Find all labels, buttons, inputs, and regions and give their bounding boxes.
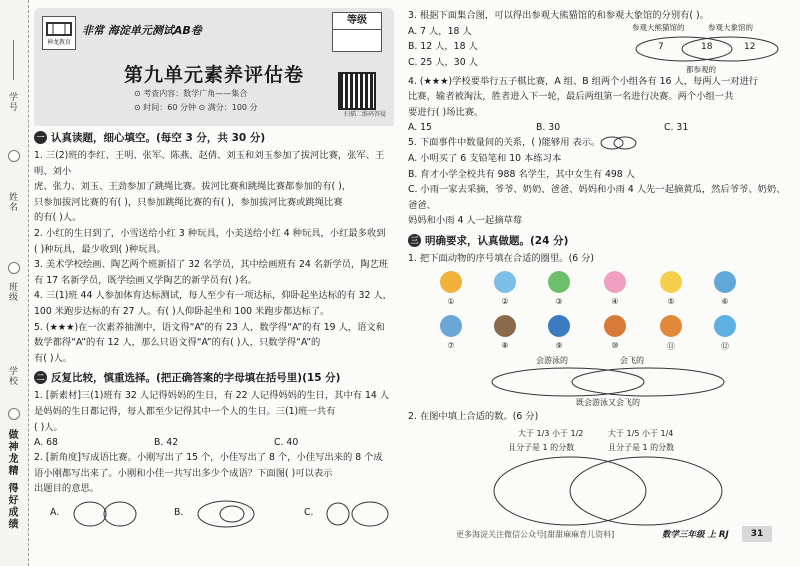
venn-option-b — [190, 499, 270, 529]
question-line: 4. (★★★)学校要举行五子棋比赛，A 组、B 组两个小组各有 16 人，每两人一对进行 — [408, 75, 759, 87]
question-line: 1. [新素材]三(1)班有 32 人记得妈妈的生日，有 22 人记得妈妈的生日，其中有 14 人 — [34, 390, 390, 402]
bird-icon — [660, 315, 682, 337]
option-a[interactable]: A. 15 — [408, 122, 432, 134]
q5-venn-icon — [598, 136, 640, 150]
binding-hole — [8, 408, 20, 420]
question-line: 2. 小红的生日到了，小雪送给小红 3 种玩具，小美送给小红 4 种玩具，小红最多收到 — [34, 227, 386, 239]
question-line: 有 17 名新学员，既学绘画又学陶艺的新学员有( )名。 — [34, 274, 258, 286]
margin-motto: 做神龙精 得好成绩 — [6, 428, 17, 530]
class-label: 班级 — [7, 282, 17, 302]
question-line: 5. 下面事件中数量间的关系，( )能够用 表示。 — [408, 137, 601, 149]
left-column — [34, 8, 394, 531]
school-label: 学校 — [7, 366, 17, 386]
section-title: 反复比较，慎重选择。(把正确答案的字母填在括号里)(15 分) — [51, 372, 341, 385]
question-line: 出题目的意思。 — [34, 483, 100, 495]
swallow-icon — [548, 315, 570, 337]
question-line: 只参加拔河比赛的有( )，只参加跳绳比赛的有( )，参加拔河比赛或跳绳比赛 — [34, 196, 343, 208]
venn1-block — [408, 355, 792, 409]
logo-text: 神龙教育 — [46, 39, 71, 46]
student-id-label: 学号 — [7, 92, 17, 112]
fish-icon — [714, 271, 736, 293]
option-c[interactable]: C. 31 — [664, 122, 689, 134]
section-title: 明确要求，认真做题。(24 分) — [425, 234, 569, 247]
option-b[interactable]: B. 30 — [536, 122, 561, 134]
duck-icon — [660, 271, 682, 293]
publisher-logo — [42, 16, 76, 50]
venn-options — [34, 497, 394, 531]
animal-num: ⑫ — [721, 341, 729, 351]
section-heading — [408, 233, 792, 248]
exam-header — [34, 8, 394, 126]
venn-num: 12 — [744, 41, 756, 52]
venn-right-label: 参观大象馆的 — [708, 22, 753, 32]
venn1-right-label: 会飞的 — [620, 355, 644, 365]
section-number: 一 — [34, 131, 47, 144]
qr-caption: 扫描二维码答疑 — [343, 111, 386, 118]
venn-left-label: 参观大熊猫馆的 — [632, 22, 685, 32]
option-c[interactable]: C. 25 人，30 人 — [408, 56, 478, 68]
binding-hole — [8, 150, 20, 162]
section-number: 二 — [34, 371, 47, 384]
question-line: 1. 三(2)班的李红、王明、张军、陈燕、赵倩、刘玉和刘玉参加了拔河比赛，张军、王明、刘小 — [34, 150, 385, 177]
question-line: 语小刚都写出来了。小刚和小佳一共写出多少个成语？下面图( )可以表示 — [34, 467, 333, 479]
parrot-icon — [714, 315, 736, 337]
animal-num: ⑦ — [447, 340, 455, 350]
section-heading — [34, 370, 394, 385]
crab-icon — [494, 271, 516, 293]
animal-num: ⑩ — [611, 340, 619, 350]
question-line: 1. 把下面动物的序号填在合适的圈里。(6 分) — [408, 252, 594, 264]
question-line: 100 米跑步达标的有 27 人。有( )人仰卧起坐和 100 米跑步都达标了。 — [34, 305, 330, 317]
animal-num: ① — [447, 296, 455, 306]
series-title: 非常 海淀单元测试AB卷 — [82, 24, 202, 37]
venn1-bottom-label: 既会游泳又会飞的 — [576, 397, 640, 407]
binding-hole — [8, 262, 20, 274]
footer-subject: 数学三年级 上 RJ — [662, 530, 729, 540]
animal-num: ⑤ — [667, 296, 675, 306]
option-row — [408, 120, 792, 135]
option-b[interactable]: B. 42 — [154, 437, 179, 449]
venn2-right-sub: 且分子是 1 的分数 — [608, 443, 675, 453]
question-line: ( )种玩具，最少收到( )种玩具。 — [34, 243, 166, 255]
page-title: 第九单元素养评估卷 — [123, 64, 304, 86]
question-line: 有( )人。 — [34, 352, 73, 364]
option-b[interactable]: B. — [174, 506, 184, 518]
logo-icon — [43, 19, 75, 41]
option-b[interactable]: B. 育才小学全校共有 988 名学生，其中女生有 498 人 — [408, 168, 635, 180]
option-c[interactable]: C. — [304, 506, 314, 518]
animal-grid — [408, 267, 792, 359]
grade-label: 等级 — [333, 13, 381, 30]
q3-block — [408, 24, 792, 74]
animal-num: ⑪ — [667, 341, 675, 351]
turtle-icon — [548, 271, 570, 293]
venn-bottom-label: 都参观的 — [686, 64, 716, 74]
venn-option-c — [320, 499, 392, 529]
section-heading — [34, 130, 394, 145]
question-line: 5. (★★★)在一次素养抽测中，语文得“A”的有 23 人，数学得“A”的有 19 人，语文和 — [34, 321, 385, 333]
qr-code[interactable] — [338, 72, 376, 110]
question-line: 2. [新角度]写成语比赛。小刚写出了 15 个，小佳写出了 8 个，小佳写出来的 8 个成 — [34, 452, 383, 464]
binding-margin — [0, 0, 29, 566]
option-a[interactable]: A. 小明买了 6 支铅笔和 10 本练习本 — [408, 152, 562, 164]
animal-num: ③ — [555, 296, 563, 306]
question-line: 要进行( )场比赛。 — [408, 106, 484, 118]
venn-num: 7 — [658, 41, 664, 52]
animal-num: ⑥ — [721, 296, 729, 306]
question-line: 虎、张力、刘玉、王劲参加了跳绳比赛。拔河比赛和跳绳比赛都参加的有( )， — [34, 181, 352, 193]
question-line: 4. 三(1)班 44 人参加体育达标测试，每人至少有一项达标，仰卧起坐达标的有 32 人， — [34, 290, 392, 302]
venn1-left-label: 会游泳的 — [536, 355, 568, 365]
question-line: 是妈妈的生日都记得，每人都至少记得其中一个人的生日。三(1)班一共有 — [34, 405, 336, 417]
option-a[interactable]: A. — [50, 506, 60, 518]
option-a[interactable]: A. 7 人，18 人 — [408, 25, 472, 37]
option-c-cont: 妈妈和小雨 4 人一起摘草莓 — [408, 215, 523, 227]
question-line: 3. 根据下面集合图，可以得出参观大熊猫馆的和参观大象馆的分别有( )。 — [408, 10, 709, 21]
content-line: ⊙ 考查内容：数学广角——集合 — [134, 89, 248, 98]
time-line: ⊙ 时间：60 分钟 ⊙ 满分：100 分 — [134, 103, 258, 112]
animal-num: ② — [501, 296, 509, 306]
venn2-block — [408, 424, 792, 528]
question-line: 数学都得“A”的有 12 人，那么只语文得“A”的有( )人，只数学得“A”的 — [34, 337, 321, 349]
option-a[interactable]: A. 68 — [34, 437, 58, 449]
flamingo-icon — [604, 271, 626, 293]
option-c[interactable]: C. 小雨一家去采摘，爷爷、奶奶、爸爸、妈妈和小雨 4 人先一起摘黄瓜，然后爷爷、奶奶、爸爸、 — [408, 184, 786, 211]
eagle-icon — [494, 315, 516, 337]
venn2-left-label: 大于 1/3 小于 1/2 — [518, 429, 584, 439]
question-line: 3. 美术学校绘画、陶艺两个班新招了 32 名学员，其中绘画班有 24 名新学员，陶艺班 — [34, 259, 389, 271]
venn2-left-sub: 且分子是 1 的分数 — [508, 443, 575, 453]
fraction-venn[interactable] — [488, 454, 728, 528]
venn2-right-label: 大于 1/5 小于 1/4 — [608, 429, 674, 439]
question-line: ( )人。 — [34, 421, 63, 433]
venn-num: 18 — [701, 41, 713, 52]
animal-num: ⑧ — [501, 340, 509, 350]
animal-num: ④ — [611, 296, 619, 306]
question-line: 2. 在图中填上合适的数。(6 分) — [408, 410, 539, 422]
name-label: 姓名 — [7, 192, 17, 212]
option-row — [34, 435, 394, 450]
option-b[interactable]: B. 12 人，18 人 — [408, 41, 478, 53]
page-footer — [408, 526, 792, 544]
dolphin-icon — [440, 315, 462, 337]
venn-option-a — [68, 499, 148, 529]
section-title: 认真读题，细心填空。(每空 3 分，共 30 分) — [51, 132, 266, 144]
page-number: 31 — [742, 526, 772, 542]
option-c[interactable]: C. 40 — [274, 437, 299, 449]
bee-icon — [440, 271, 462, 293]
question-line: 比赛，输者被淘汰，胜者进入下一轮，最后两组第一名进行决赛。两个小组一共 — [408, 91, 734, 103]
question-line: 的有( )人。 — [34, 212, 82, 224]
footer-text: 更多海淀关注微信公众号[甜甜麻麻育儿资料] — [456, 530, 615, 539]
flying-fish-icon — [604, 315, 626, 337]
margin-line — [13, 40, 14, 80]
right-column — [408, 8, 792, 528]
animal-venn[interactable] — [488, 365, 728, 399]
q5-line — [408, 135, 792, 151]
grade-box — [332, 12, 382, 52]
animal-num: ⑨ — [555, 340, 563, 350]
section-number: 三 — [408, 234, 421, 247]
